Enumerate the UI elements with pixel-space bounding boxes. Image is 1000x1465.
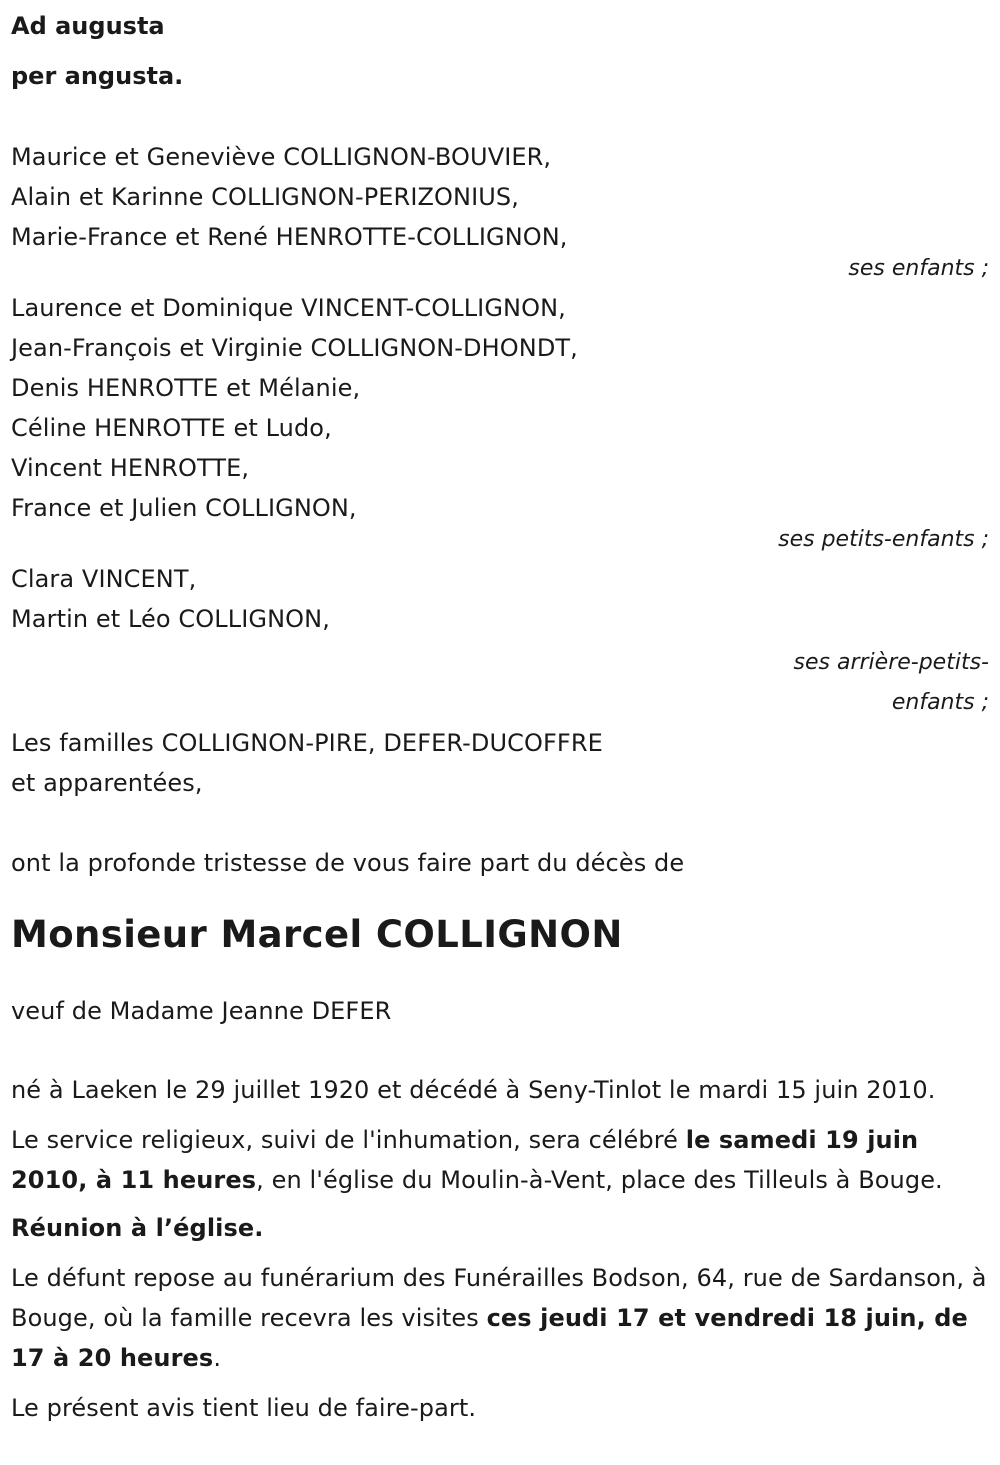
families-line-2: et apparentées, [11,769,203,797]
great-grandchildren-relation-line-2: enfants ; [891,690,989,715]
visitation-dates: ces jeudi 17 et vendredi 18 juin, de 17 à 20 heures [11,1304,968,1372]
great-grandchildren-group [11,559,991,723]
grandchildren-relation: ses petits-enfants ; [778,527,989,552]
service-text-before: Le service religieux, suivi de l'inhumation, sera célébré [11,1126,686,1154]
service-text-after: , en l'église du Moulin-à-Vent, place des Tilleuls à Bouge. [256,1166,943,1194]
families-line-1: Les familles COLLIGNON-PIRE, DEFER-DUCOFFRE [11,729,603,757]
children-group [11,137,991,289]
motto [11,0,991,101]
great-grandchild-name: Clara VINCENT, [11,565,197,593]
families-group [11,723,991,803]
child-name: Alain et Karinne COLLIGNON-PERIZONIUS, [11,183,519,211]
widower-line: veuf de Madame Jeanne DEFER [11,997,392,1025]
closing-line: Le présent avis tient lieu de faire-part. [11,1394,477,1422]
child-name: Maurice et Geneviève COLLIGNON-BOUVIER, [11,143,552,171]
visitation-text-before: Le défunt repose au funérarium des Funérailles Bodson, 64, rue de Sardanson, à Bouge, où la famille recevra les visites [11,1264,987,1332]
obituary-notice [11,0,991,1428]
grandchild-name: Denis HENROTTE et Mélanie, [11,374,361,402]
service-paragraph [11,1120,991,1200]
children-relation: ses enfants ; [848,256,989,281]
great-grandchildren-relation-line-1: ses arrière-petits- [793,650,989,675]
meeting-note: Réunion à l’église. [11,1214,264,1242]
grandchild-name: Laurence et Dominique VINCENT-COLLIGNON, [11,294,566,322]
motto-line-2: per angusta. [11,62,184,90]
motto-line-1: Ad augusta [11,12,165,40]
visitation-text-after: . [213,1344,222,1372]
announcement: ont la profonde tristesse de vous faire part du décès de [11,849,685,877]
great-grandchild-name: Martin et Léo COLLIGNON, [11,605,330,633]
grandchild-name: Céline HENROTTE et Ludo, [11,414,332,442]
grandchild-name: Vincent HENROTTE, [11,454,250,482]
child-name: Marie-France et René HENROTTE-COLLIGNON, [11,223,568,251]
birth-death-paragraph: né à Laeken le 29 juillet 1920 et décédé à Seny-Tinlot le mardi 15 juin 2010. [11,1076,936,1104]
service-date: le samedi 19 juin 2010, à 11 heures [11,1126,919,1194]
grandchild-name: Jean-François et Virginie COLLIGNON-DHONDT, [11,334,578,362]
deceased-name: Monsieur Marcel COLLIGNON [11,913,623,956]
grandchildren-group [11,288,991,560]
grandchild-name: France et Julien COLLIGNON, [11,494,357,522]
visitation-paragraph [11,1258,991,1378]
